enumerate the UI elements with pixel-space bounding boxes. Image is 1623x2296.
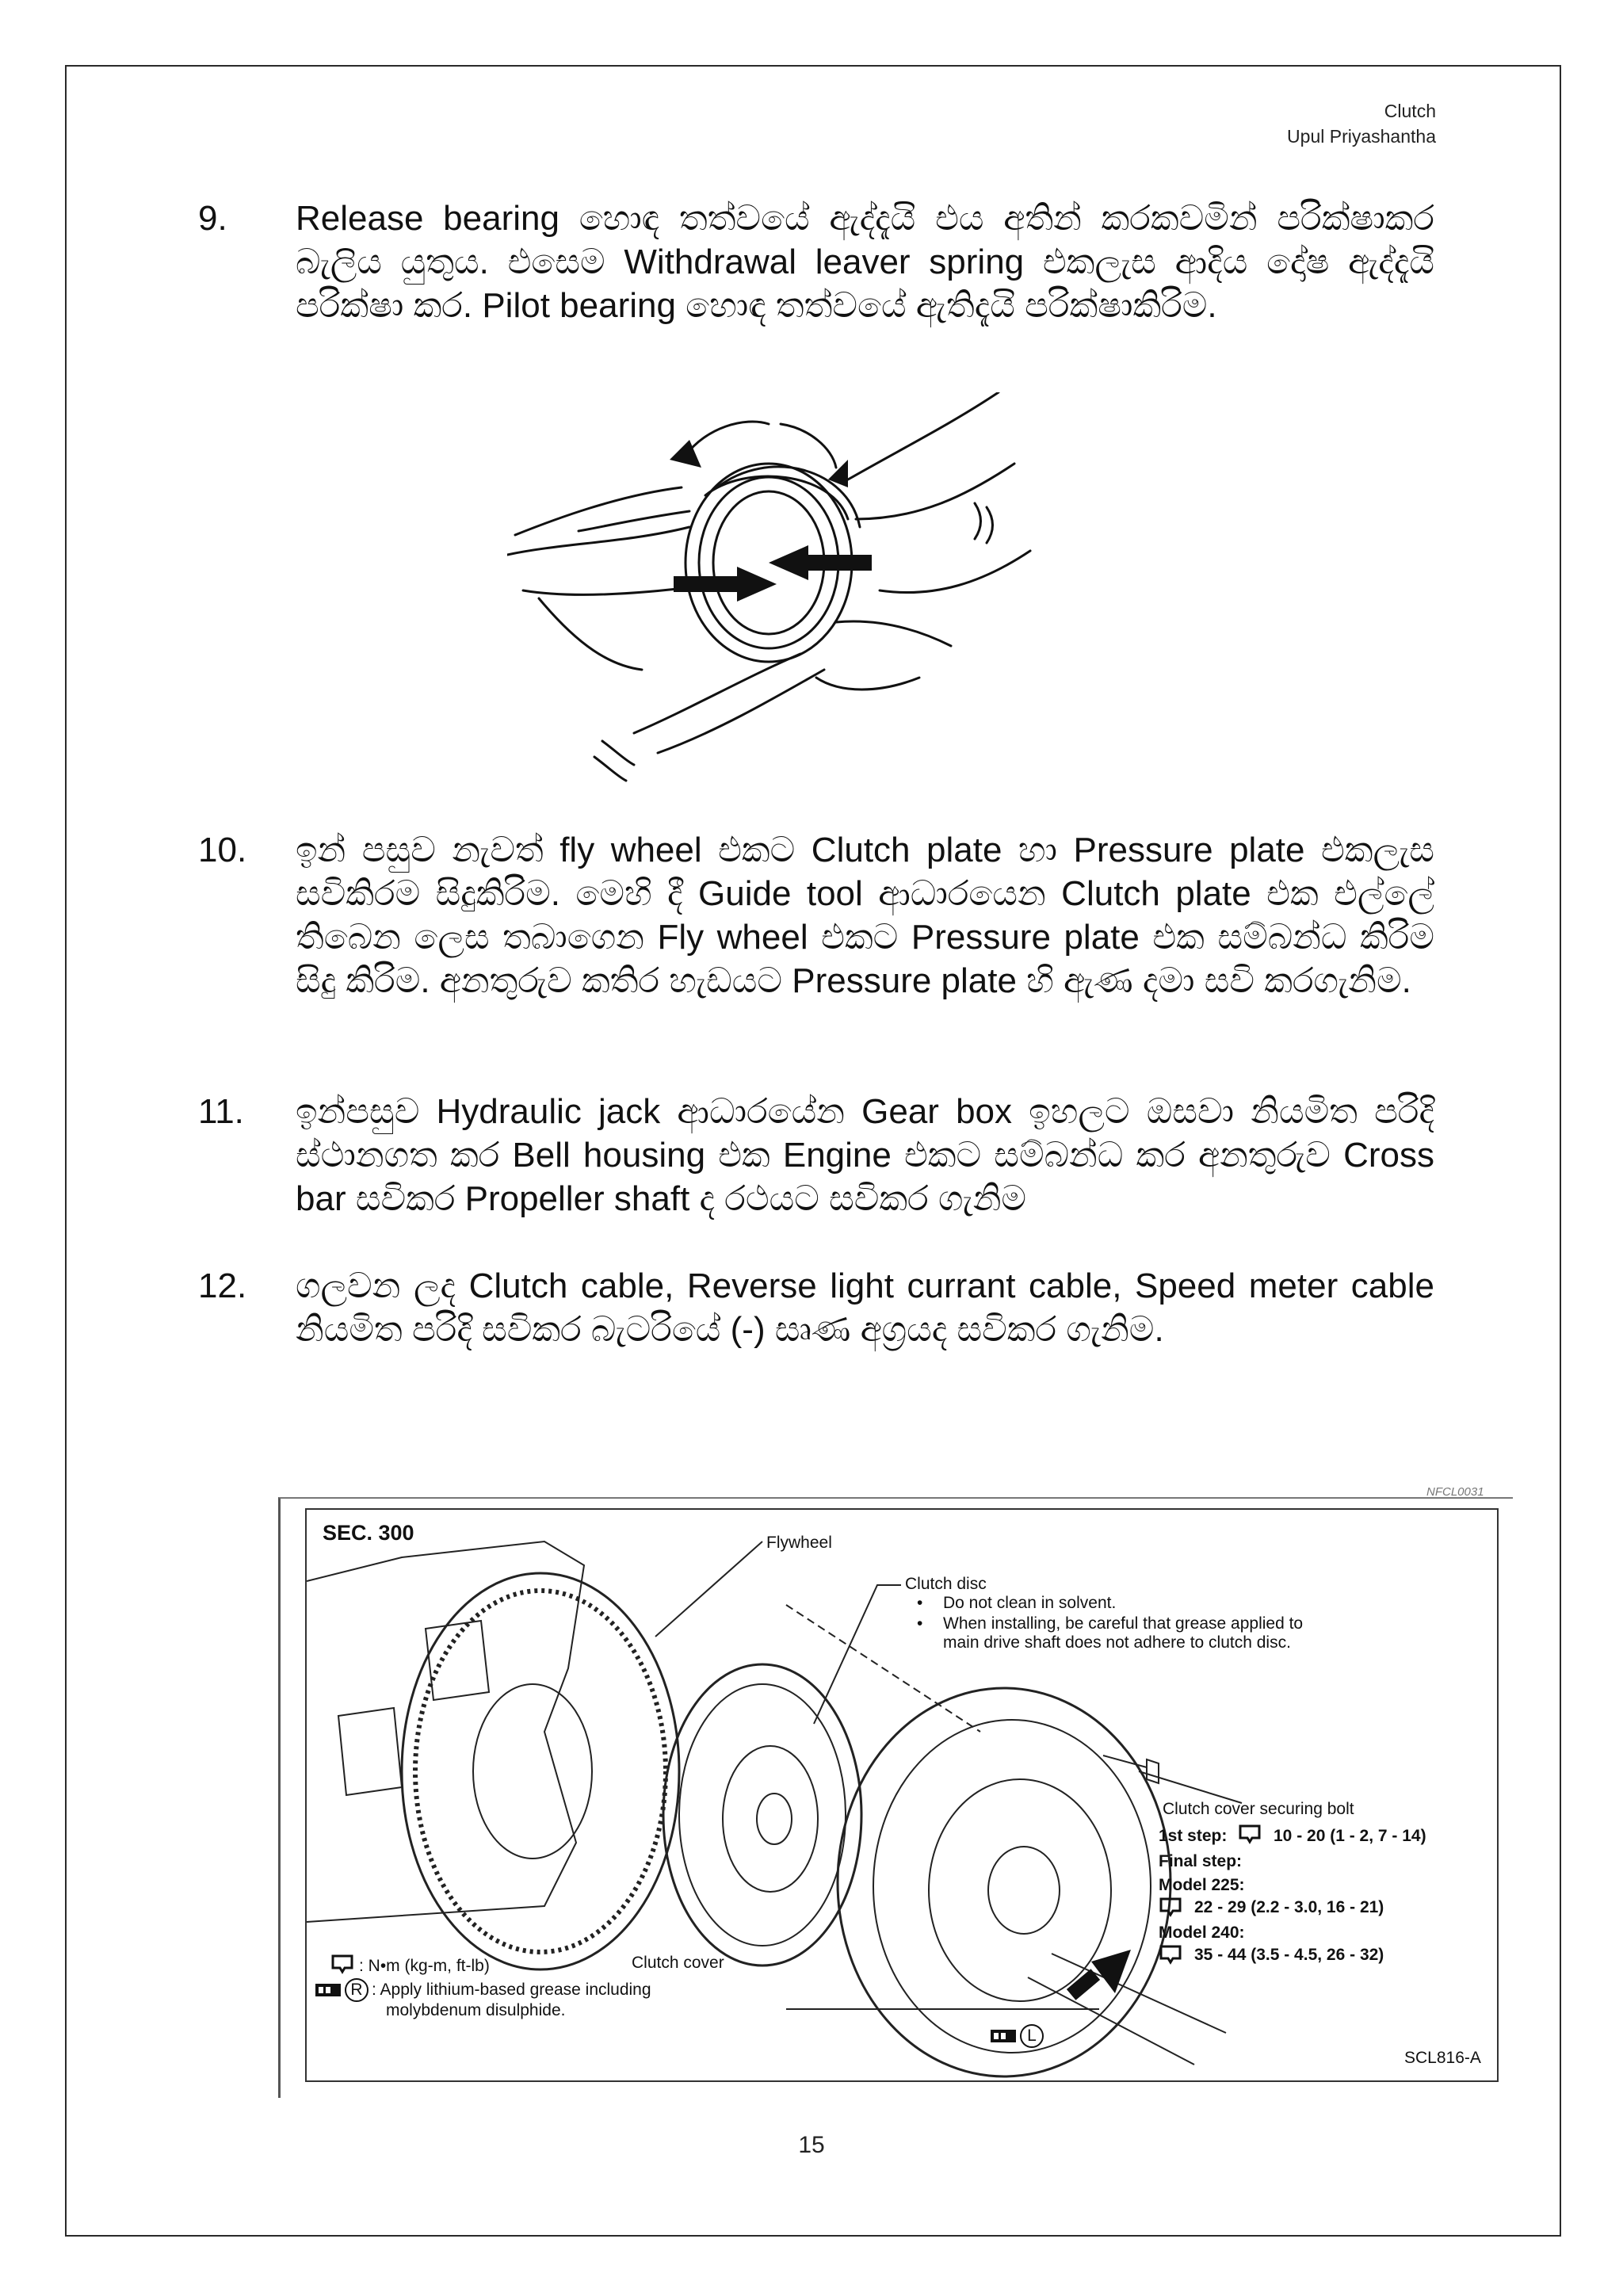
final-step-label: Final step: (1159, 1852, 1243, 1870)
clutch-disc-label: Clutch disc (905, 1575, 987, 1593)
item-number: 9. (198, 199, 227, 238)
torque-icon (1159, 1897, 1182, 1921)
torque-icon (330, 1954, 354, 1978)
header-author: Upul Priyashantha (1287, 126, 1436, 147)
item-number: 10. (198, 831, 247, 869)
model-240-label: Model 240: (1159, 1924, 1245, 1942)
bolt-label: Clutch cover securing bolt (1163, 1800, 1354, 1818)
page-header (1287, 98, 1436, 149)
shaft-symbol: L (1020, 2024, 1044, 2048)
model-240-value: 35 - 44 (3.5 - 4.5, 26 - 32) (1194, 1946, 1384, 1964)
bullet-icon: • (917, 1614, 923, 1633)
flywheel-label: Flywheel (766, 1534, 832, 1552)
item-number: 12. (198, 1266, 247, 1305)
item-text: ඉන් පසුව නැවත් fly wheel එකට Clutch plate හා Pressure plate එකලැස සවිකිරම සිදුකිරිම. මෙහි දී Guide tool ආධාරයෙන Clutch plate එක එල්ලේ තිබෙන ලෙස තබාගෙන Fly wheel එකට Pressure plate එක සම්බන්ධ කිරිම සිදු කිරිම. අනතුරුව කතිර හැඩයට Pressure plate හි ඇණ දමා සවි කරගැනිම. (296, 831, 1434, 1000)
release-bearing-illustration (507, 392, 1046, 789)
torque-icon (1238, 1824, 1262, 1848)
section-label: SEC. 300 (323, 1521, 414, 1545)
torque-icon (1159, 1944, 1182, 1969)
clutch-diagram (305, 1508, 1499, 2082)
clutch-cover-label: Clutch cover (632, 1954, 724, 1972)
first-step-value: 10 - 20 (1 - 2, 7 - 14) (1274, 1827, 1426, 1845)
grease-icon (315, 1981, 342, 2002)
disc-note-2: When installing, be careful that grease applied to (943, 1614, 1304, 1633)
item-text: Release bearing හොඳ තත්වයේ ඇද්දැයි එය අතින් කරකවමින් පරික්ෂාකර බැලිය යුතුය. එසෙම Withdrawal leaver spring එකලැස ආදිය දෝෂ ඇද්දැයි පරික්ෂා කර. Pilot bearing හොඳ තත්වයේ ඇතිදැයි පරික්ෂාකිරිම. (296, 199, 1434, 325)
bullet-icon: • (917, 1594, 923, 1612)
item-number: 11. (198, 1092, 244, 1131)
grease-symbol: R (345, 1978, 369, 2002)
model-225-value: 22 - 29 (2.2 - 3.0, 16 - 21) (1194, 1898, 1384, 1916)
disc-note-1: Do not clean in solvent. (943, 1594, 1117, 1612)
first-step-label: 1st step: (1159, 1827, 1228, 1845)
legend-grease: : Apply lithium-based grease including (372, 1981, 651, 1999)
item-text: ඉන්පසුව Hydraulic jack ආධාරයේන Gear box ඉහලට ඔසවා නියමිත පරිදි ස්ථානගත කර Bell housing එක Engine එකට සම්බන්ධ කර අනතුරුව Cross bar සවිකර Propeller shaft ද රථයට සවිකර ගැනිම (296, 1092, 1434, 1218)
item-text: ගලවන ලද Clutch cable, Reverse light currant cable, Speed meter cable නියමිත පරිදි සවිකර බැටරියේ (-) සෘණ අග්‍රයද සවිකර ගැනිම. (296, 1266, 1434, 1349)
page-number: 15 (798, 2132, 825, 2158)
figure-code: SCL816-A (1404, 2049, 1481, 2067)
legend-grease-b: molybdenum disulphide. (386, 2001, 566, 2019)
diagram-corner-code: NFCL0031 (1426, 1485, 1484, 1499)
grease-icon (990, 2027, 1017, 2048)
header-title: Clutch (1384, 101, 1436, 121)
legend-torque: : N•m (kg-m, ft-lb) (359, 1957, 490, 1975)
disc-note-2b: main drive shaft does not adhere to clutch disc. (943, 1633, 1291, 1652)
model-225-label: Model 225: (1159, 1876, 1245, 1894)
